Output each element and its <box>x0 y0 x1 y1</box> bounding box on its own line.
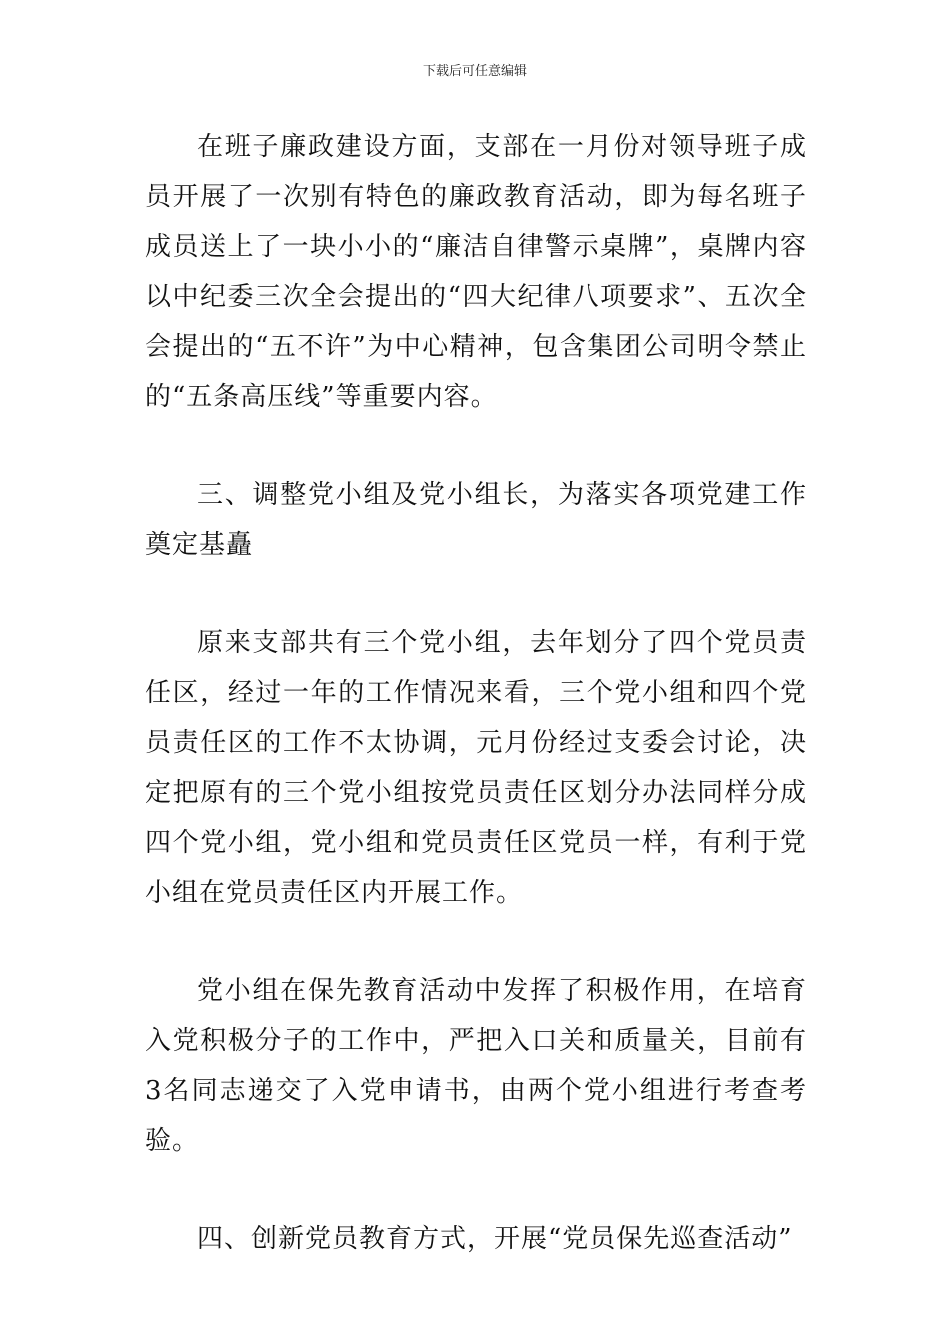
paragraph-gap <box>145 570 807 618</box>
page-header: 下载后可任意编辑 <box>422 64 527 79</box>
document-body <box>145 122 807 1264</box>
paragraph-gap <box>145 422 807 470</box>
section-heading-3: 三、调整党小组及党小组长，为落实各项党建工作奠定基矗 <box>145 480 807 560</box>
paragraph-gap <box>145 1166 807 1214</box>
paragraph-party-groups: 原来支部共有三个党小组，去年划分了四个党员责任区，经过一年的工作情况来看，三个党小组和四个党员责任区的工作不太协调，元月份经过支委会讨论，决定把原有的三个党小组按党员责任区划分办法同样分成四个党小组，党小组和党员责任区党员一样，有利于党小组在党员责任区内开展工作。 <box>145 628 807 908</box>
paragraph-gap <box>145 918 807 966</box>
section-heading-4: 四、创新党员教育方式，开展“党员保先巡查活动” <box>197 1224 793 1254</box>
paragraph-group-role: 党小组在保先教育活动中发挥了积极作用，在培育入党积极分子的工作中，严把入口关和质量关，目前有3名同志递交了入党申请书，由两个党小组进行考查考验。 <box>145 976 807 1156</box>
paragraph-integrity-building: 在班子廉政建设方面，支部在一月份对领导班子成员开展了一次别有特色的廉政教育活动，即为每名班子成员送上了一块小小的“廉洁自律警示桌牌”，桌牌内容以中纪委三次全会提出的“四大纪律八项要求”、五次全会提出的“五不许”为中心精神，包含集团公司明令禁止的“五条高压线”等重要内容。 <box>145 132 807 412</box>
